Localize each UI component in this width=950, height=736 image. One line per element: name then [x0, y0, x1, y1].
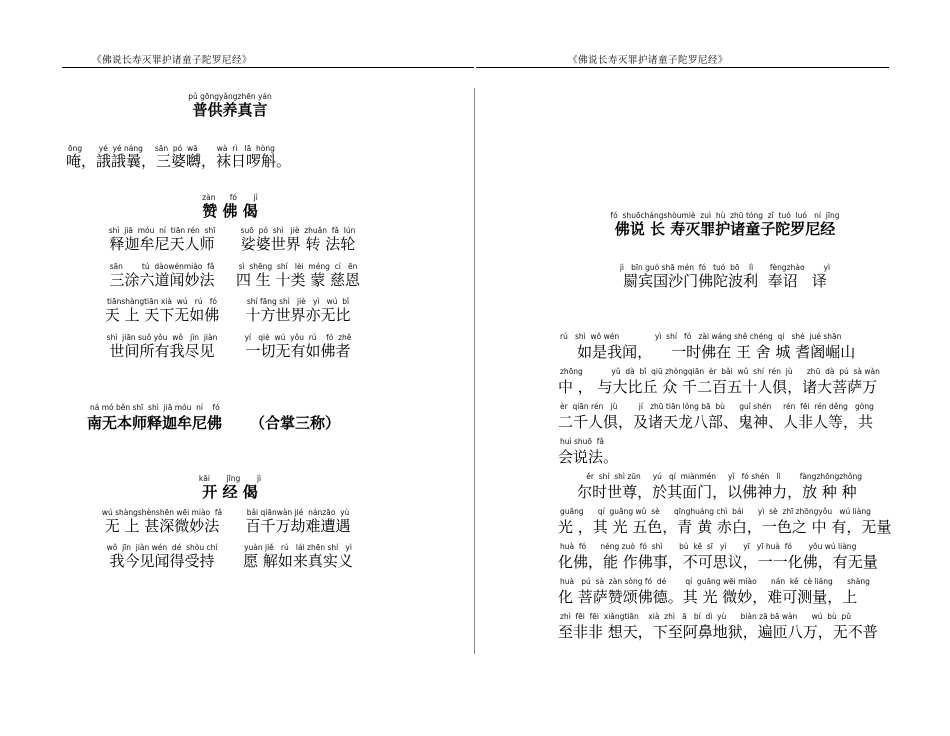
praise-verse-8 — [228, 333, 368, 360]
opening-verse-1 — [92, 508, 232, 535]
body-line-text: 化 菩萨赞颂佛德。其 光 微妙，难可测量，上 — [558, 588, 858, 606]
body-line-text: 光 ，其 光 五色，青 黄 赤白，一色之 中 有，无量 — [558, 518, 892, 536]
praise-title-text: 赞 佛 偈 — [202, 202, 258, 220]
body-line-pinyin: zhōng yǔ dà bǐ qiū zhòngqiān èr bǎi wǔ shí rén jù zhū dà pú sà wàn — [560, 367, 880, 376]
translator-pinyin: jì bīn guó shā mén fó tuó bō lì fèngzhào yì — [619, 263, 831, 272]
sutra-title — [590, 211, 860, 238]
page-divider — [474, 88, 475, 654]
sutra-title-pinyin: fó shuōchángshòumiè zuì hù zhū tóng zǐ tuó luó ní jīng — [610, 211, 840, 220]
opening-verse-3 — [92, 543, 232, 570]
sutra-title-text: 佛说 长 寿灭罪护诸童子陀罗尼经 — [614, 220, 836, 238]
praise-title-pinyin: zàn fó jì — [202, 193, 258, 202]
opening-verse-4 — [228, 543, 368, 570]
verse-text: 无 上 甚深微妙法 — [104, 517, 220, 535]
verse-pinyin: shí fāng shì jiè yì wú bǐ — [246, 297, 350, 306]
opening-title-pinyin: kāi jīng jì — [198, 474, 262, 483]
namo-note: （合掌三称） — [250, 414, 341, 432]
verse-text: 我今见闻得受持 — [109, 552, 215, 570]
right-header-rule — [476, 67, 889, 68]
body-line-pinyin: ěr shí shì zūn yú qí miànmén yǐ fó shén lì fàngzhōngzhǒng — [560, 472, 863, 481]
verse-text: 愿 解如来真实义 — [243, 552, 353, 570]
verse-pinyin: shì jiā móu ní tiān rén shī — [108, 226, 216, 235]
verse-pinyin: yí qiè wú yǒu rú fó zhě — [244, 333, 352, 342]
body-line-text: 会说法。 — [558, 448, 619, 466]
offering-mantra-title — [150, 92, 310, 119]
praise-verse-4 — [228, 262, 368, 289]
verse-pinyin: tiānshàngtiān xià wú rú fó — [106, 297, 218, 306]
body-line-text: 尔时世尊，於其面门，以佛神力，放 种 种 — [558, 483, 857, 501]
offering-title-pinyin: pǔ gōngyǎngzhēn yán — [188, 92, 272, 101]
verse-pinyin: sān tú dàowénmiào fǎ — [109, 262, 215, 271]
left-header-rule — [62, 67, 474, 68]
right-page-header: 《佛说长寿灭罪护诸童子陀罗尼经》 — [568, 55, 729, 66]
body-line-text: 中 ， 与大比丘 众 千二百五十人俱，诸大菩萨万 — [558, 378, 878, 396]
verse-text: 娑婆世界 转 法轮 — [240, 235, 356, 253]
verse-pinyin: yuàn jiě rú lái zhēn shí yì — [244, 543, 352, 552]
mantra-pinyin: ōng yé yé náng sān pó wā wà rì lā hòng — [68, 144, 275, 153]
verse-pinyin: bǎi qiānwàn jié nánzāo yù — [246, 508, 350, 517]
body-line-pinyin: guāng qí guāng wǔ sè qīnghuáng chì bái yì sè zhī zhōngyǒu wú liàng — [560, 507, 871, 516]
verse-text: 世间所有我尽见 — [109, 342, 215, 360]
verse-pinyin: shì jiān suǒ yǒu wǒ jìn jiàn — [106, 333, 218, 342]
body-line-pinyin: zhì fēi fēi xiǎngtiān xià zhì ā bí dì yù biàn zā bā wàn wú bù pǔ — [560, 612, 852, 621]
body-line-text: 至非非 想天，下至阿鼻地狱，遍匝八万，无不普 — [558, 623, 878, 641]
verse-text: 四 生 十类 蒙 慈恩 — [235, 271, 361, 289]
verse-text: 百千万劫难遭遇 — [245, 517, 351, 535]
praise-verse-2 — [228, 226, 368, 253]
verse-pinyin: suō pó shì jiè zhuǎn fǎ lún — [240, 226, 356, 235]
body-line-text: 化佛，能 作佛事，不可思议，一一化佛，有无量 — [558, 553, 878, 571]
namo-pinyin: ná mó běn shī shì jiā móu ní fó — [90, 403, 220, 412]
body-line-pinyin: rú shì wǒ wén yì shí fó zài wáng shě chéng qí shé jué shān — [560, 332, 842, 341]
opening-title-text: 开 经 偈 — [202, 483, 258, 501]
body-line-text: 二千人俱，及诸天龙八部、鬼神、人非人等，共 — [558, 413, 874, 431]
translator-line — [600, 263, 850, 290]
offering-title-text: 普供养真言 — [192, 101, 268, 119]
verse-text: 一切无有如佛者 — [245, 342, 351, 360]
mantra-text: 唵，誐誐曩，三婆嚩，袜日啰斛。 — [66, 152, 292, 170]
body-line-pinyin: huà fó néng zuò fó shì bù kě sī yì yī yī huà fó yǒu wú liàng — [560, 542, 857, 551]
verse-text: 天 上 天下无如佛 — [104, 306, 220, 324]
verse-text: 十方世界亦无比 — [245, 306, 351, 324]
praise-verse-6 — [228, 297, 368, 324]
praise-verse-1 — [92, 226, 232, 253]
praise-verse-5 — [92, 297, 232, 324]
verse-text: 三涂六道闻妙法 — [109, 271, 215, 289]
left-page-header: 《佛说长寿灭罪护诸童子陀罗尼经》 — [92, 55, 253, 66]
opening-verse-2 — [228, 508, 368, 535]
praise-verse-3 — [92, 262, 232, 289]
verse-pinyin: sì shēng shí lèi méng cí ēn — [238, 262, 358, 271]
body-line-pinyin: èr qiān rén jù jí zhū tiān lóng bā bù guǐ shén rén fēi rén děng gòng — [560, 402, 874, 411]
verse-pinyin: wú shàngshènshēn wēi miào fǎ — [101, 508, 223, 517]
body-line-text: 如是我闻， 一时佛在 王 舍 城 耆阇崛山 — [558, 343, 856, 361]
body-line-pinyin: huà pú sà zàn sòng fó dé qí guāng wēi miào nán kě cè liáng shàng — [560, 577, 870, 586]
verse-text: 释迦牟尼天人师 — [109, 235, 215, 253]
translator-text: 罽宾国沙门佛陀波利 奉诏 译 — [623, 272, 827, 290]
verse-pinyin: wǒ jīn jiàn wén dé shòu chí — [106, 543, 218, 552]
opening-verse-title — [150, 474, 310, 501]
namo-text: 南无本师释迦牟尼佛 — [87, 414, 223, 432]
praise-verse-7 — [92, 333, 232, 360]
body-line-pinyin: huì shuō fǎ — [560, 437, 604, 446]
praise-verse-title — [150, 193, 310, 220]
